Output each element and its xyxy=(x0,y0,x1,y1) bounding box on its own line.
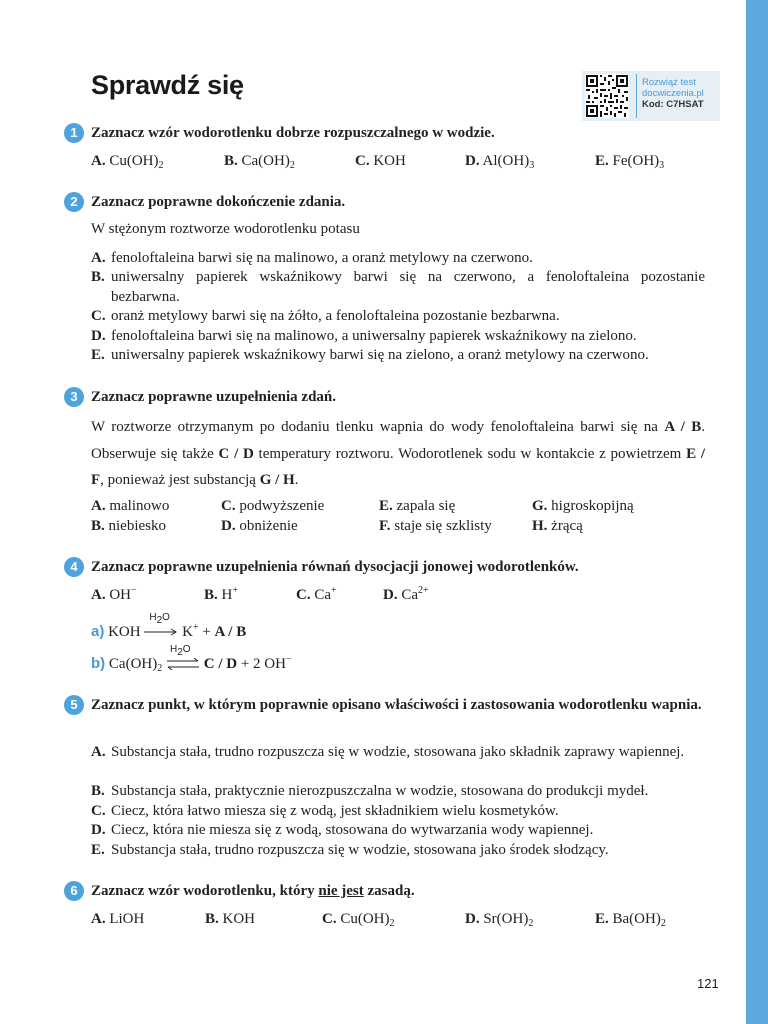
t6-option-e[interactable] xyxy=(595,910,666,929)
task-number-3: 3 xyxy=(64,387,84,407)
option-letter: H. xyxy=(532,518,548,534)
option-letter: C. xyxy=(322,911,337,927)
option-letter: B. xyxy=(205,911,219,927)
option-letter: D. xyxy=(465,153,480,169)
t4-option-b[interactable] xyxy=(204,586,238,605)
option-text: Ciecz, która nie miesza się z wodą, stosowana do wytwarzania wody wapiennej. xyxy=(111,822,594,838)
cond-h: H xyxy=(149,612,157,623)
blank-ab[interactable]: A / B xyxy=(664,419,702,435)
option-letter: C. xyxy=(91,308,106,324)
t3-option-a[interactable] xyxy=(91,497,169,516)
t2-option-a[interactable] xyxy=(91,249,705,269)
t3-option-e[interactable] xyxy=(379,497,455,516)
blank-cd[interactable]: C / D xyxy=(218,445,254,462)
option-sub: 2 xyxy=(389,918,395,929)
option-letter: A. xyxy=(91,744,106,760)
t3-option-c[interactable] xyxy=(221,497,324,516)
t6-option-b[interactable] xyxy=(205,910,255,929)
question-text: zasadą. xyxy=(363,883,415,899)
paragraph-text: z powietrzem xyxy=(599,445,687,462)
cond-o: O xyxy=(162,612,170,623)
option-letter: C. xyxy=(221,498,236,514)
task-2-question: Zaznacz poprawne dokończenie zdania. xyxy=(91,194,346,210)
equation-plus: + xyxy=(198,624,215,640)
task-5-question: Zaznacz punkt, w którym poprawnie opisano właściwości i zastosowania wodorotlenku wapnia. xyxy=(91,697,702,713)
equation-k-sup: + xyxy=(192,622,199,633)
qr-line2[interactable]: docwiczenia.pl xyxy=(642,88,704,99)
option-sup: − xyxy=(131,585,137,596)
task-number-4: 4 xyxy=(64,557,84,577)
blank-gh[interactable]: G / H xyxy=(259,472,295,488)
equation-k: K xyxy=(182,624,193,640)
option-letter: D. xyxy=(91,822,106,838)
option-text: niebiesko xyxy=(108,518,167,534)
option-letter: E. xyxy=(595,911,609,927)
t4-option-d[interactable] xyxy=(383,586,429,605)
t6-option-c[interactable] xyxy=(322,910,395,929)
option-text: podwyższenie xyxy=(239,498,325,514)
option-text: Cu(OH) xyxy=(340,911,390,927)
qr-line1: Rozwiąż test xyxy=(642,77,696,88)
option-letter: A. xyxy=(91,911,106,927)
option-text: Substancja stała, praktycznie nierozpuszczalna w wodzie, stosowana do produkcji mydeł. xyxy=(111,783,649,799)
option-text: staje się szklisty xyxy=(394,518,492,534)
t6-option-d[interactable] xyxy=(465,910,533,929)
option-text: oranż metylowy barwi się na żółto, a fenoloftaleina pozostanie bezbarwna. xyxy=(111,308,560,324)
option-text: higroskopijną xyxy=(551,498,634,514)
option-text: Ca xyxy=(314,587,332,603)
option-sub: 2 xyxy=(158,160,164,171)
equation-tail: + 2 OH xyxy=(237,656,286,672)
option-letter: B. xyxy=(204,587,218,603)
option-text: obniżenie xyxy=(239,518,298,534)
option-letter: D. xyxy=(221,518,236,534)
t3-option-d[interactable] xyxy=(221,517,298,536)
option-sub: 3 xyxy=(529,160,535,171)
task-2-intro: W stężonym roztworze wodorotlenku potasu xyxy=(91,221,360,237)
option-letter: B. xyxy=(224,153,238,169)
t1-option-c[interactable] xyxy=(355,152,406,171)
qr-code-text: Kod: C7HSAT xyxy=(642,99,704,110)
t1-option-b[interactable] xyxy=(224,152,295,171)
task-3-paragraph xyxy=(91,414,705,494)
option-sub: 2 xyxy=(660,918,666,929)
equilibrium-arrows-icon xyxy=(166,658,200,670)
task-number-1: 1 xyxy=(64,123,84,143)
t3-option-f[interactable] xyxy=(379,517,492,536)
t4-equation-a xyxy=(91,612,247,642)
t2-option-c[interactable] xyxy=(91,307,705,327)
equation-left: Ca(OH) xyxy=(108,656,158,672)
option-letter: C. xyxy=(355,153,370,169)
option-text: LiOH xyxy=(109,911,145,927)
option-letter: E. xyxy=(379,498,393,514)
equilibrium-arrow xyxy=(166,644,200,673)
t5-option-a[interactable] xyxy=(91,743,705,763)
option-text: zapala się xyxy=(396,498,456,514)
t2-option-b[interactable] xyxy=(91,268,705,307)
t3-option-b[interactable] xyxy=(91,517,166,536)
equation-label: a) xyxy=(91,623,105,640)
option-letter: C. xyxy=(91,803,106,819)
question-text: Zaznacz wzór wodorotlenku, który xyxy=(91,883,319,899)
qr-code-icon[interactable] xyxy=(585,74,629,118)
option-text: OH xyxy=(109,587,132,603)
t5-option-d[interactable] xyxy=(91,821,705,841)
t5-option-e[interactable] xyxy=(91,841,705,861)
option-letter: B. xyxy=(91,783,105,799)
qr-box[interactable] xyxy=(582,71,720,121)
option-text: H xyxy=(221,587,233,603)
t5-option-b[interactable] xyxy=(91,782,705,802)
t3-option-h[interactable] xyxy=(532,517,583,536)
option-letter: F. xyxy=(379,518,391,534)
option-letter: B. xyxy=(91,518,105,534)
option-sub: 2 xyxy=(528,918,534,929)
task-number-5: 5 xyxy=(64,695,84,715)
cond-sub: 2 xyxy=(177,647,183,658)
option-letter: D. xyxy=(465,911,480,927)
option-letter: B. xyxy=(91,269,105,285)
task-1-question: Zaznacz wzór wodorotlenku dobrze rozpuszczalnego w wodzie. xyxy=(91,125,495,141)
task-number-2: 2 xyxy=(64,192,84,212)
option-text: KOH xyxy=(222,911,256,927)
page-title: Sprawdź się xyxy=(91,70,244,100)
option-letter: D. xyxy=(383,587,398,603)
option-letter: G. xyxy=(532,498,548,514)
option-text: Cu(OH) xyxy=(109,153,159,169)
option-text: Ba(OH) xyxy=(612,911,661,927)
option-letter: E. xyxy=(91,842,105,858)
option-text: Ca(OH) xyxy=(241,153,290,169)
option-sup: + xyxy=(331,585,337,596)
t1-option-e[interactable] xyxy=(595,152,664,171)
equation-left: KOH xyxy=(108,624,141,640)
qr-separator xyxy=(636,74,637,118)
option-letter: A. xyxy=(91,498,106,514)
side-color-bar xyxy=(746,0,768,1024)
t1-option-d[interactable] xyxy=(465,152,534,171)
option-text: fenoloftaleina barwi się na malinowo, a uniwersalny papierek wskaźnikowy na zielono. xyxy=(111,328,637,344)
t3-option-g[interactable] xyxy=(532,497,634,516)
option-letter: C. xyxy=(296,587,311,603)
arrow-condition xyxy=(149,612,170,626)
option-letter: A. xyxy=(91,587,106,603)
cond-h: H xyxy=(170,644,178,655)
blank-cd[interactable]: C / D xyxy=(203,656,238,672)
t5-option-c[interactable] xyxy=(91,802,705,822)
option-letter: D. xyxy=(91,328,106,344)
option-sup: + xyxy=(232,585,238,596)
equation-tail-sup: − xyxy=(285,654,292,665)
option-sub: 2 xyxy=(289,160,295,171)
t6-option-a[interactable] xyxy=(91,910,144,929)
task-6-question xyxy=(91,882,711,901)
paragraph-text: . Obserwuje się także xyxy=(91,419,705,462)
paragraph-text: , ponieważ jest substancją xyxy=(100,472,260,488)
paragraph-text: . xyxy=(294,472,299,488)
reaction-arrow xyxy=(144,612,178,641)
option-text: Al(OH) xyxy=(482,153,530,169)
option-letter: E. xyxy=(595,153,609,169)
cond-o: O xyxy=(182,644,191,655)
option-text: Substancja stała, trudno rozpuszcza się w wodzie, stosowana jako składnik zaprawy wapiennej. xyxy=(111,744,685,760)
paragraph-text: W roztworze otrzymanym po dodaniu tlenku wapnia do wody fenoloftaleina barwi się na xyxy=(91,419,658,435)
option-text: malinowo xyxy=(109,498,170,514)
option-text: Ciecz, która łatwo miesza się z wodą, jest składnikiem wielu kosmetyków. xyxy=(111,803,559,819)
t2-option-e[interactable] xyxy=(91,346,705,366)
task-number-6: 6 xyxy=(64,881,84,901)
cond-sub: 2 xyxy=(156,615,163,626)
option-text: KOH xyxy=(373,153,406,169)
option-text: uniwersalny papierek wskaźnikowy barwi się na zielono, a oranż metylowy na czerwono. xyxy=(111,347,649,363)
t1-option-a[interactable] xyxy=(91,152,164,171)
paragraph-text: temperatury roztworu. Wodorotlenek sodu w kontakcie xyxy=(253,445,595,462)
equation-left-sub: 2 xyxy=(157,663,163,674)
t4-equation-b xyxy=(91,644,292,674)
option-text: Sr(OH) xyxy=(483,911,529,927)
option-sup: 2+ xyxy=(418,585,429,596)
t2-option-d[interactable] xyxy=(91,327,705,347)
option-letter: A. xyxy=(91,250,106,266)
option-text: uniwersalny papierek wskaźnikowy barwi się na czerwono, a fenoloftaleina pozostanie bezbarwna. xyxy=(111,269,705,305)
right-arrow-icon xyxy=(144,628,178,636)
blank-ef[interactable]: E / F xyxy=(91,445,705,488)
option-text: fenoloftaleina barwi się na malinowo, a oranż metylowy na czerwono. xyxy=(111,250,533,266)
option-text: Substancja stała, trudno rozpuszcza się w wodzie, stosowana jako środek słodzący. xyxy=(111,842,609,858)
blank-ab[interactable]: A / B xyxy=(214,624,247,640)
option-letter: E. xyxy=(91,347,105,363)
t4-option-a[interactable] xyxy=(91,586,137,605)
task-3-question: Zaznacz poprawne uzupełnienia zdań. xyxy=(91,389,337,405)
qr-text[interactable] xyxy=(642,77,704,110)
t4-option-c[interactable] xyxy=(296,586,337,605)
option-letter: A. xyxy=(91,153,106,169)
option-text: Ca xyxy=(401,587,419,603)
page-number: 121 xyxy=(697,976,719,991)
option-text: Fe(OH) xyxy=(612,153,660,169)
question-underlined: nie jest xyxy=(318,883,364,899)
option-sub: 3 xyxy=(659,160,665,171)
task-4-question: Zaznacz poprawne uzupełnienia równań dysocjacji jonowej wodorotlenków. xyxy=(91,559,579,575)
arrow-condition xyxy=(170,644,191,658)
option-text: żrącą xyxy=(551,518,583,534)
equation-label: b) xyxy=(91,655,106,672)
